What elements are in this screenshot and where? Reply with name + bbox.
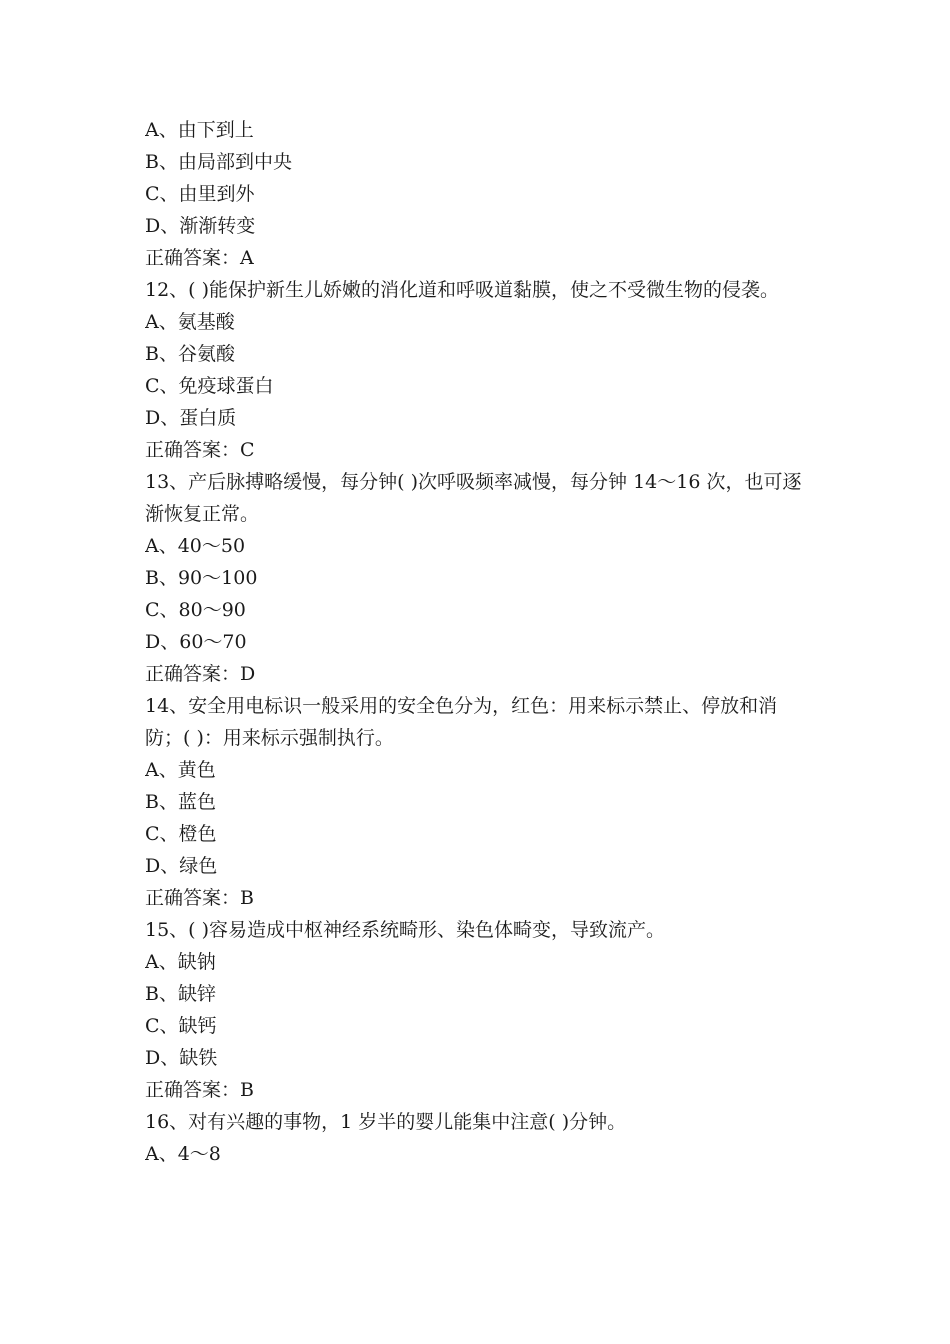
question-text: 15、( )容易造成中枢神经系统畸形、染色体畸变，导致流产。 xyxy=(145,919,666,941)
answer-line: 正确答案：B xyxy=(145,1079,254,1101)
option-line: C、由里到外 xyxy=(145,183,255,205)
answer-line: 正确答案：B xyxy=(145,887,254,909)
option-line: A、黄色 xyxy=(145,759,216,781)
option-line: A、由下到上 xyxy=(145,119,254,141)
question-block xyxy=(145,466,810,690)
question-block xyxy=(145,690,810,914)
question-block xyxy=(145,274,810,466)
option-line: D、蛋白质 xyxy=(145,407,237,429)
question-text: 13、产后脉搏略缓慢，每分钟( )次呼吸频率减慢，每分钟 14～16 次，也可逐渐恢复正常。 xyxy=(145,471,802,525)
option-line: B、缺锌 xyxy=(145,983,216,1005)
option-line: C、免疫球蛋白 xyxy=(145,375,274,397)
option-line: B、谷氨酸 xyxy=(145,343,235,365)
option-line: D、60～70 xyxy=(145,631,247,653)
option-line: C、橙色 xyxy=(145,823,217,845)
option-line: C、缺钙 xyxy=(145,1015,217,1037)
question-block xyxy=(145,1106,810,1170)
option-line: A、缺钠 xyxy=(145,951,216,973)
question-text: 16、对有兴趣的事物，1 岁半的婴儿能集中注意( )分钟。 xyxy=(145,1111,627,1133)
option-line: D、绿色 xyxy=(145,855,218,877)
option-line: A、4～8 xyxy=(145,1143,221,1165)
question-text: 12、( )能保护新生儿娇嫩的消化道和呼吸道黏膜，使之不受微生物的侵袭。 xyxy=(145,279,780,301)
option-line: B、由局部到中央 xyxy=(145,151,292,173)
option-line: B、90～100 xyxy=(145,567,258,589)
document-content xyxy=(145,114,810,1170)
question-block xyxy=(145,914,810,1106)
option-line: B、蓝色 xyxy=(145,791,216,813)
answer-line: 正确答案：C xyxy=(145,439,255,461)
option-line: A、40～50 xyxy=(145,535,246,557)
question-text: 14、安全用电标识一般采用的安全色分为，红色：用来标示禁止、停放和消防；( )：用来标示强制执行。 xyxy=(145,695,778,749)
option-line: D、缺铁 xyxy=(145,1047,218,1069)
option-line: C、80～90 xyxy=(145,599,246,621)
option-line: D、渐渐转变 xyxy=(145,215,256,237)
option-line: A、氨基酸 xyxy=(145,311,235,333)
answer-line: 正确答案：D xyxy=(145,663,256,685)
answer-line: 正确答案：A xyxy=(145,247,254,269)
